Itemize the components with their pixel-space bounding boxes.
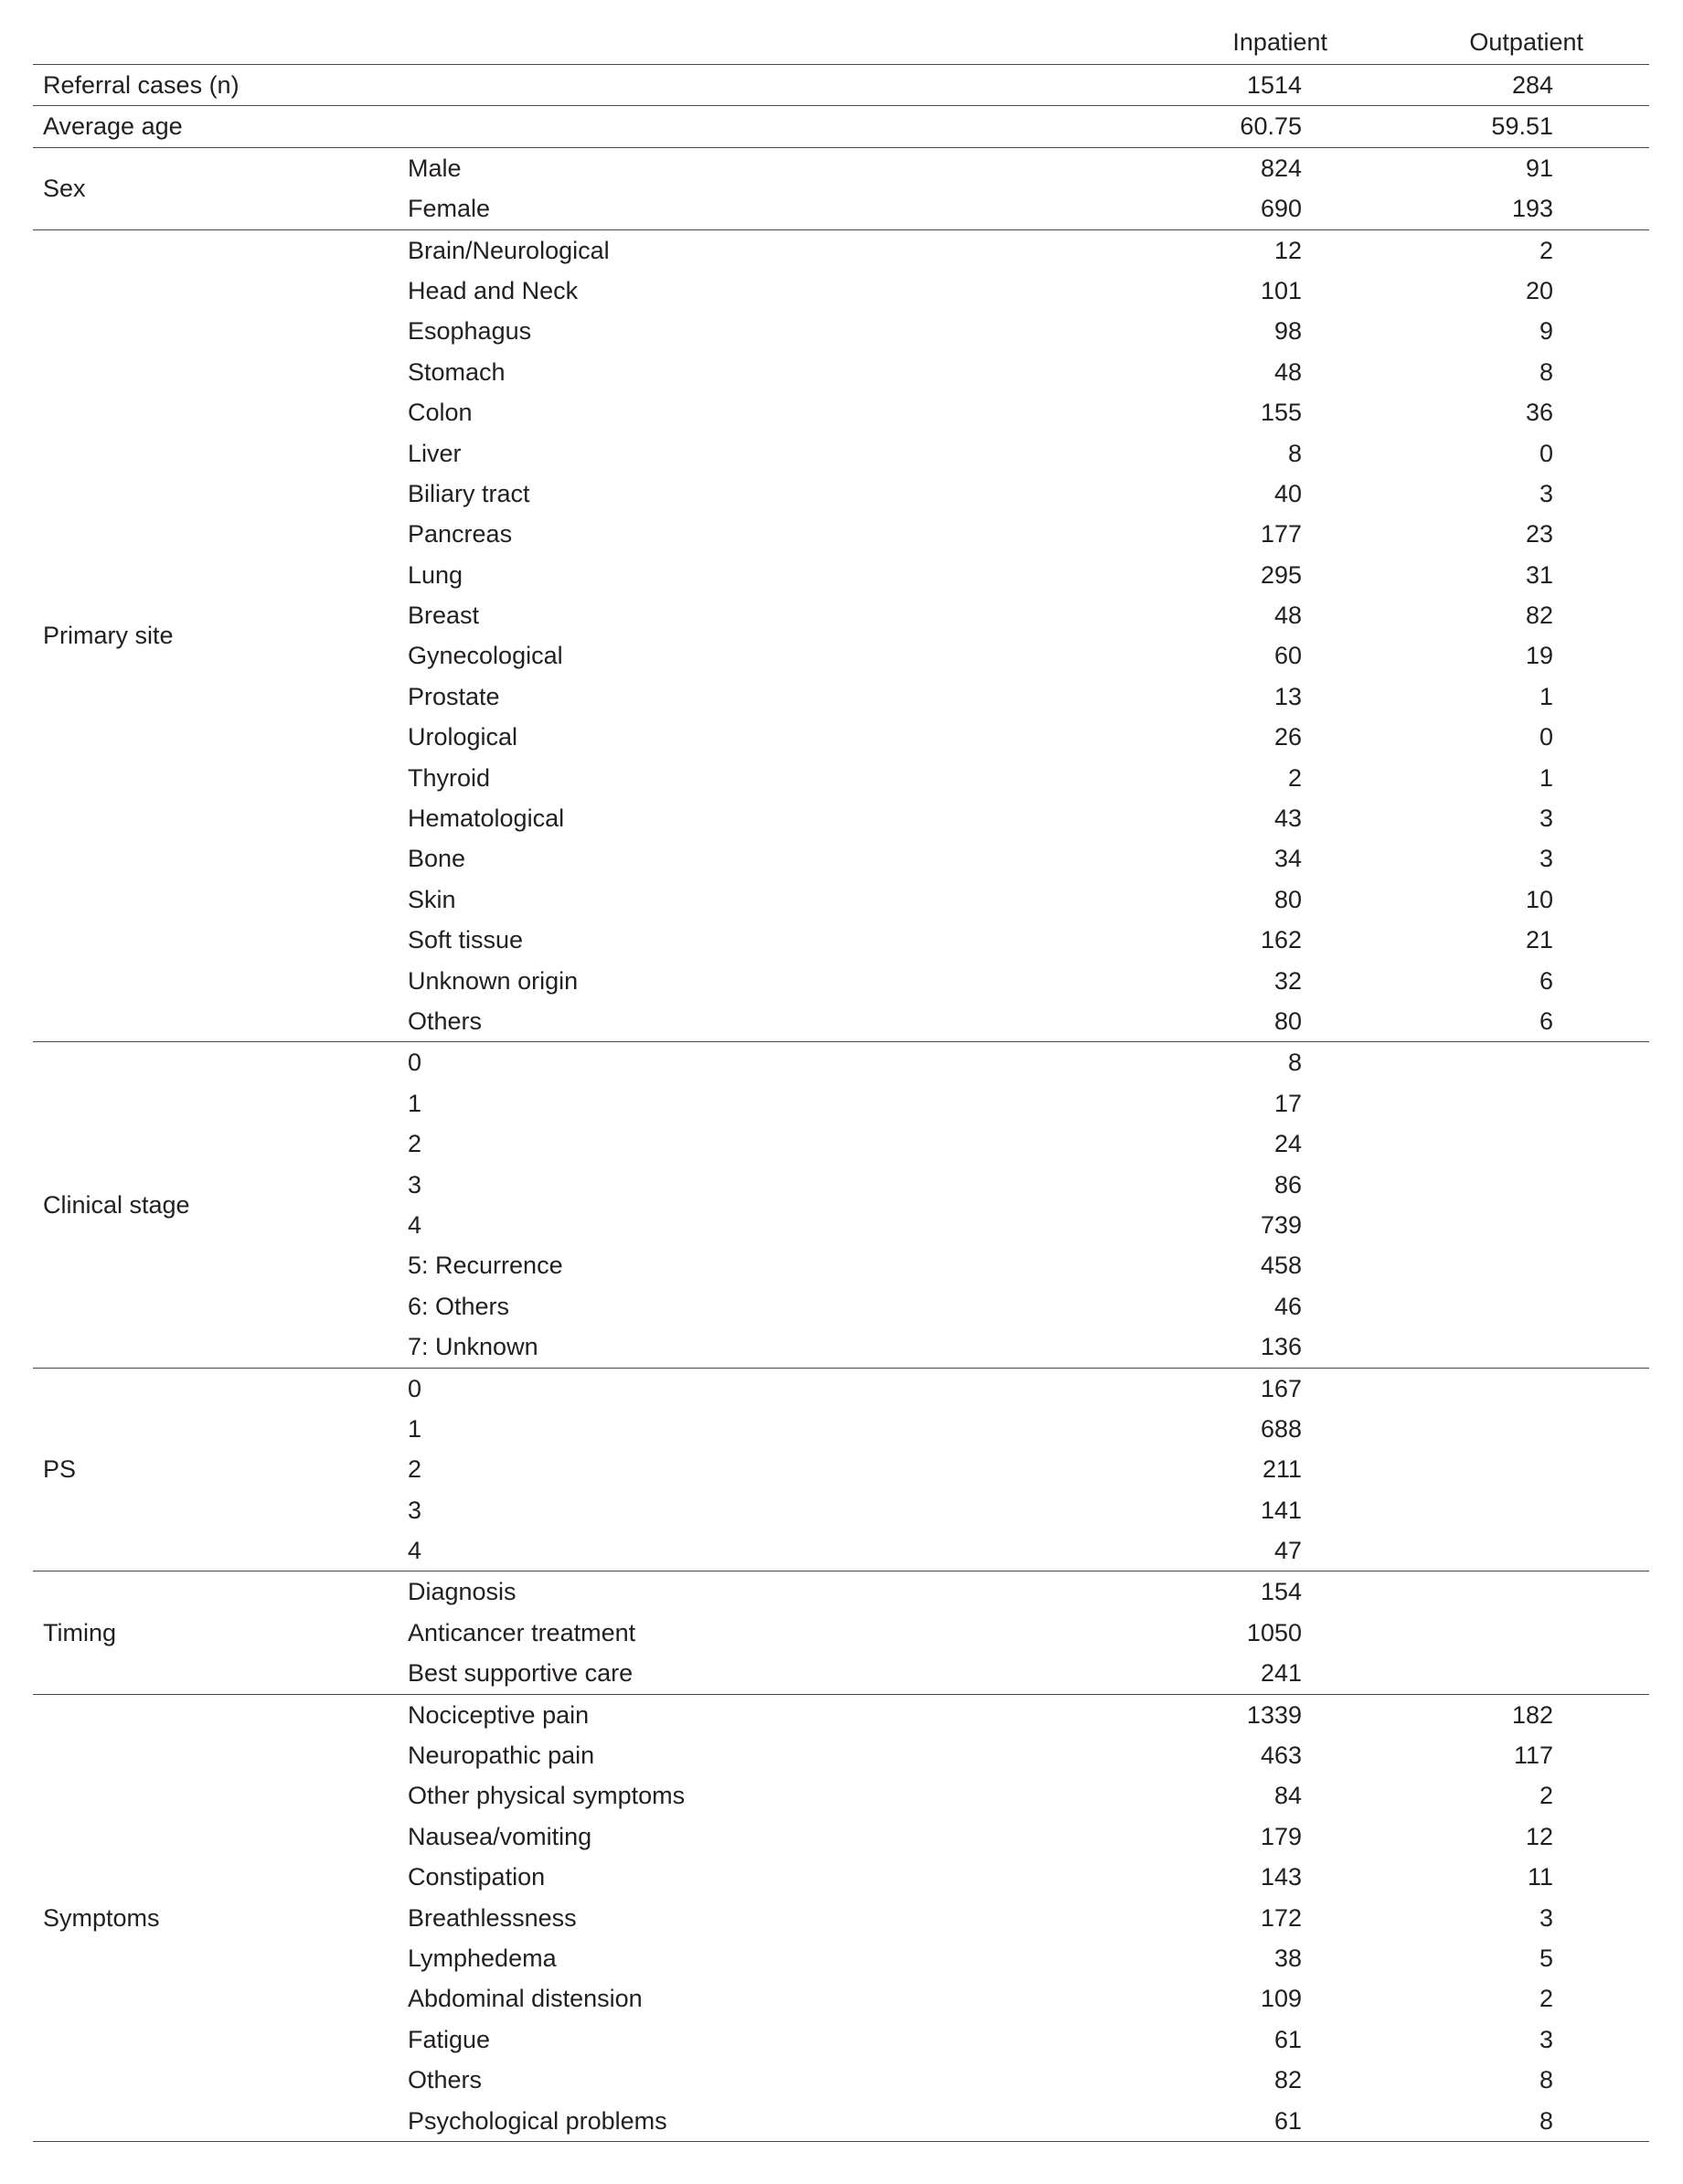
inpatient-value: 86 [1273, 1170, 1302, 1199]
sub-label: Brain/Neurological [408, 236, 610, 264]
table-group [33, 1695, 1649, 2142]
inpatient-value: 177 [1260, 520, 1302, 549]
table-row [33, 2101, 1649, 2141]
inpatient-value: 32 [1273, 966, 1302, 995]
outpatient-value: 6 [1539, 1007, 1553, 1035]
table-body [33, 65, 1649, 2142]
sub-label: Psychological problems [408, 2106, 667, 2135]
inpatient-value: 17 [1273, 1089, 1302, 1117]
sub-label: Unknown origin [408, 966, 579, 995]
sub-label: 2 [408, 1455, 422, 1484]
inpatient-value: 2 [1287, 763, 1302, 792]
sub-label: Biliary tract [408, 479, 530, 507]
sub-label: Breathlessness [408, 1903, 577, 1932]
table-row [33, 1816, 1649, 1857]
sub-label: 5: Recurrence [408, 1252, 563, 1280]
sub-label: Lung [408, 560, 463, 589]
inpatient-value: 1514 [1246, 71, 1302, 99]
table-row [33, 1165, 1649, 1205]
sub-label: 4 [408, 1210, 422, 1239]
inpatient-value: 26 [1273, 723, 1302, 751]
sub-label: Anticancer treatment [408, 1618, 636, 1646]
table-row [33, 1978, 1649, 2019]
inpatient-value: 34 [1273, 845, 1302, 873]
inpatient-value: 458 [1260, 1252, 1302, 1280]
inpatient-value: 13 [1273, 682, 1302, 710]
sub-label: Esophagus [408, 317, 532, 346]
outpatient-value: 0 [1539, 723, 1553, 751]
inpatient-value: 824 [1260, 154, 1302, 182]
table-row [33, 230, 1649, 271]
sub-label: Diagnosis [408, 1578, 517, 1606]
sub-label: Male [408, 154, 462, 182]
outpatient-value: 3 [1539, 845, 1553, 873]
outpatient-value: 82 [1525, 602, 1553, 630]
table-row [33, 717, 1649, 757]
table-row [33, 1530, 1649, 1571]
sub-label: Liver [408, 439, 462, 467]
outpatient-value: 2 [1539, 236, 1553, 264]
sub-label: Thyroid [408, 763, 491, 792]
table-row [33, 1083, 1649, 1124]
table-row [33, 1205, 1649, 1245]
table-group [33, 65, 1649, 106]
outpatient-column-header: Outpatient [1469, 28, 1583, 56]
group-label: Clinical stage [43, 1190, 190, 1219]
sub-label: Constipation [408, 1863, 546, 1891]
table-row [33, 1898, 1649, 1938]
sub-label: 3 [408, 1170, 422, 1199]
inpatient-value: 463 [1260, 1742, 1302, 1770]
sub-label: 6: Others [408, 1292, 510, 1320]
outpatient-value: 10 [1525, 885, 1553, 913]
sub-label: Fatigue [408, 2025, 491, 2053]
inpatient-value: 172 [1260, 1903, 1302, 1932]
inpatient-value: 167 [1260, 1374, 1302, 1402]
inpatient-value: 61 [1273, 2106, 1302, 2135]
table-row [33, 1571, 1649, 1612]
inpatient-value: 24 [1273, 1130, 1302, 1158]
inpatient-value: 48 [1273, 602, 1302, 630]
data-table [33, 20, 1649, 2142]
table-row [33, 595, 1649, 635]
table-row [33, 2019, 1649, 2060]
inpatient-value: 1050 [1246, 1618, 1302, 1646]
inpatient-value: 109 [1260, 1985, 1302, 2013]
outpatient-value: 8 [1539, 2106, 1553, 2135]
table-group [33, 230, 1649, 1043]
outpatient-value: 3 [1539, 804, 1553, 833]
sub-label: Female [408, 195, 491, 223]
inpatient-value: 143 [1260, 1863, 1302, 1891]
inpatient-column-header: Inpatient [1232, 28, 1327, 56]
table-row [33, 1938, 1649, 1978]
outpatient-value: 20 [1525, 276, 1553, 304]
outpatient-value: 117 [1513, 1742, 1553, 1770]
outpatient-value: 23 [1525, 520, 1553, 549]
outpatient-value: 19 [1525, 642, 1553, 670]
sub-label: 0 [408, 1049, 422, 1077]
inpatient-value: 739 [1260, 1210, 1302, 1239]
table-row [33, 65, 1649, 105]
sub-label: Neuropathic pain [408, 1742, 595, 1770]
table-row [33, 433, 1649, 474]
sub-label: 7: Unknown [408, 1333, 538, 1361]
inpatient-value: 688 [1260, 1414, 1302, 1443]
sub-label: Abdominal distension [408, 1985, 643, 2013]
table-row [33, 188, 1649, 229]
outpatient-value: 2 [1539, 1782, 1553, 1810]
outpatient-value: 8 [1539, 357, 1553, 386]
inpatient-value: 82 [1273, 2066, 1302, 2094]
table-row [33, 2060, 1649, 2100]
outpatient-value: 12 [1525, 1822, 1553, 1850]
table-row [33, 879, 1649, 920]
outpatient-value: 0 [1539, 439, 1553, 467]
sub-label: Head and Neck [408, 276, 579, 304]
sub-label: Hematological [408, 804, 565, 833]
table-row [33, 1409, 1649, 1449]
table-row [33, 1001, 1649, 1041]
table-group [33, 1571, 1649, 1694]
table-row [33, 635, 1649, 676]
table-row [33, 311, 1649, 351]
outpatient-value: 21 [1525, 926, 1553, 954]
table-row [33, 1326, 1649, 1367]
table-row [33, 555, 1649, 595]
table-row [33, 1490, 1649, 1530]
sub-label: 4 [408, 1537, 422, 1565]
inpatient-value: 46 [1273, 1292, 1302, 1320]
inpatient-value: 43 [1273, 804, 1302, 833]
outpatient-value: 1 [1539, 682, 1553, 710]
inpatient-value: 80 [1273, 1007, 1302, 1035]
outpatient-value: 91 [1525, 154, 1553, 182]
inpatient-value: 136 [1260, 1333, 1302, 1361]
table-row [33, 514, 1649, 554]
sub-label: Others [408, 1007, 483, 1035]
sub-label: Urological [408, 723, 518, 751]
table-header [33, 20, 1649, 65]
sub-label: Colon [408, 399, 473, 427]
table-row [33, 1857, 1649, 1897]
table-row [33, 758, 1649, 798]
inpatient-value: 155 [1260, 399, 1302, 427]
sub-label: Stomach [408, 357, 506, 386]
outpatient-value: 59.51 [1491, 112, 1553, 141]
table-group [33, 1369, 1649, 1572]
outpatient-value: 3 [1539, 1903, 1553, 1932]
inpatient-value: 38 [1273, 1944, 1302, 1972]
table-row [33, 1245, 1649, 1285]
outpatient-value: 8 [1539, 2066, 1553, 2094]
inpatient-value: 8 [1287, 439, 1302, 467]
table-row [33, 798, 1649, 838]
table-row [33, 1369, 1649, 1409]
sub-label: 1 [408, 1414, 422, 1443]
inpatient-value: 8 [1287, 1049, 1302, 1077]
table-row [33, 920, 1649, 960]
inpatient-value: 154 [1260, 1578, 1302, 1606]
sub-label: Gynecological [408, 642, 563, 670]
sub-label: 0 [408, 1374, 422, 1402]
inpatient-value: 12 [1273, 236, 1302, 264]
table-row [33, 961, 1649, 1001]
table-row [33, 1735, 1649, 1775]
outpatient-value: 3 [1539, 2025, 1553, 2053]
sub-label: Nociceptive pain [408, 1700, 590, 1729]
table-group [33, 148, 1649, 230]
outpatient-value: 11 [1527, 1863, 1553, 1891]
inpatient-value: 40 [1273, 479, 1302, 507]
sub-label: 3 [408, 1496, 422, 1524]
table-group [33, 106, 1649, 147]
table-row [33, 392, 1649, 432]
table-row [33, 474, 1649, 514]
inpatient-value: 179 [1260, 1822, 1302, 1850]
sub-label: 2 [408, 1130, 422, 1158]
table-row [33, 1042, 1649, 1082]
table-row [33, 1124, 1649, 1164]
inpatient-value: 690 [1260, 195, 1302, 223]
sub-label: Skin [408, 885, 456, 913]
outpatient-value: 36 [1525, 399, 1553, 427]
inpatient-value: 162 [1260, 926, 1302, 954]
sub-label: Soft tissue [408, 926, 524, 954]
inpatient-value: 61 [1273, 2025, 1302, 2053]
sub-label: Nausea/vomiting [408, 1822, 592, 1850]
table-row [33, 106, 1649, 146]
inpatient-value: 141 [1260, 1496, 1302, 1524]
inpatient-value: 98 [1273, 317, 1302, 346]
outpatient-value: 2 [1539, 1985, 1553, 2013]
table-row [33, 1449, 1649, 1489]
table-row [33, 838, 1649, 879]
table-row [33, 148, 1649, 188]
inpatient-value: 48 [1273, 357, 1302, 386]
table-row [33, 1286, 1649, 1326]
group-label: Timing [43, 1619, 117, 1647]
table-row [33, 1695, 1649, 1735]
outpatient-value: 1 [1539, 763, 1553, 792]
inpatient-value: 47 [1273, 1537, 1302, 1565]
inpatient-value: 80 [1273, 885, 1302, 913]
inpatient-value: 84 [1273, 1782, 1302, 1810]
inpatient-value: 60 [1273, 642, 1302, 670]
table-row [33, 352, 1649, 392]
table-row [33, 677, 1649, 717]
sub-label: Bone [408, 845, 466, 873]
inpatient-value: 101 [1260, 276, 1302, 304]
row-label: Average age [43, 112, 183, 141]
sub-label: Breast [408, 602, 480, 630]
inpatient-value: 60.75 [1240, 112, 1302, 141]
inpatient-value: 1339 [1246, 1700, 1302, 1729]
group-label: Sex [43, 175, 86, 203]
inpatient-value: 295 [1260, 560, 1302, 589]
sub-label: Best supportive care [408, 1659, 634, 1688]
outpatient-value: 9 [1539, 317, 1553, 346]
group-label: PS [43, 1455, 77, 1484]
inpatient-value: 211 [1262, 1455, 1302, 1484]
outpatient-value: 193 [1511, 195, 1553, 223]
table-row [33, 271, 1649, 311]
outpatient-value: 6 [1539, 966, 1553, 995]
table-row [33, 1775, 1649, 1816]
sub-label: Lymphedema [408, 1944, 557, 1972]
inpatient-value: 241 [1260, 1659, 1302, 1688]
outpatient-value: 3 [1539, 479, 1553, 507]
table-row [33, 1653, 1649, 1693]
outpatient-value: 284 [1511, 71, 1553, 99]
table-group [33, 1042, 1649, 1368]
sub-label: Other physical symptoms [408, 1782, 686, 1810]
table-row [33, 1613, 1649, 1653]
sub-label: Others [408, 2066, 483, 2094]
group-label: Primary site [43, 622, 174, 650]
sub-label: 1 [408, 1089, 422, 1117]
outpatient-value: 182 [1511, 1700, 1553, 1729]
group-label: Symptoms [43, 1903, 160, 1932]
sub-label: Pancreas [408, 520, 513, 549]
outpatient-value: 5 [1539, 1944, 1553, 1972]
sub-label: Prostate [408, 682, 500, 710]
row-label: Referral cases (n) [43, 71, 240, 99]
outpatient-value: 31 [1525, 560, 1553, 589]
